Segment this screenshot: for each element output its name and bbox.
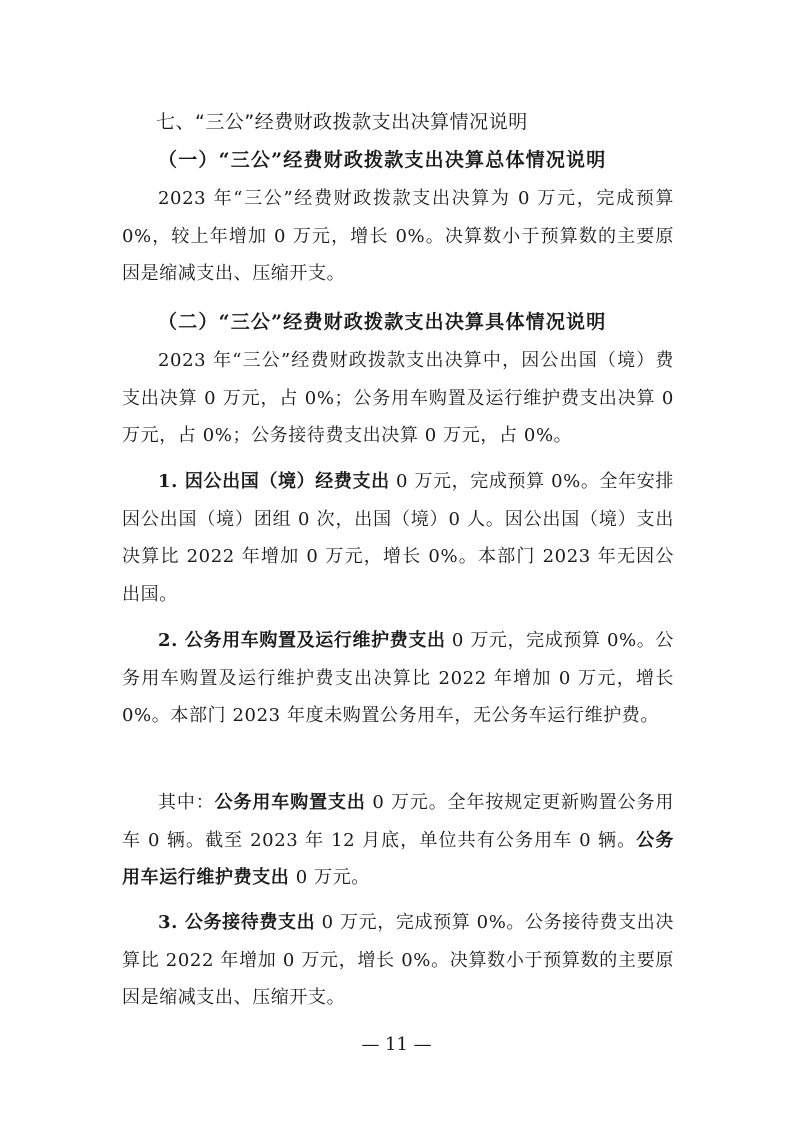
detail-purchase-label: 公务用车购置支出 xyxy=(214,792,366,813)
part1-title: （一）“三公”经费财政拨款支出决算总体情况说明 xyxy=(158,149,607,171)
section-heading: 七、“三公”经费财政拨款支出决算情况说明 xyxy=(156,111,528,133)
detail-purchase-text: 0 万元。全年按规定更新购置公务用车 0 辆。截至 2023 年 12 月底，单位共有公务用车 0 辆。 xyxy=(122,792,674,851)
item2-text: 0 万元，完成预算 0%。公务用车购置及运行维护费支出决算比 2022 年增加 0 万元，增长 0%。本部门 2023 年度未购置公务用车，无公务车运行维护费。 xyxy=(122,630,674,727)
item1-text: 0 万元，完成预算 0%。全年安排因公出国（境）团组 0 次，出国（境）0 人。因公出国（境）支出决算比 2022 年增加 0 万元，增长 0%。本部门 2023 年无因公出国。 xyxy=(122,471,674,605)
part1-paragraph: 2023 年“三公”经费财政拨款支出决算为 0 万元，完成预算 0%，较上年增加 0 万元，增长 0%。决算数小于预算数的主要原因是缩减支出、压缩开支。 xyxy=(122,188,674,285)
item2-label: 2. 公务用车购置及运行维护费支出 xyxy=(158,630,446,651)
item3-label: 3. 公务接待费支出 xyxy=(158,912,316,933)
part2-paragraph: 2023 年“三公”经费财政拨款支出决算中，因公出国（境）费支出决算 0 万元，占 0%；公务用车购置及运行维护费支出决算 0 万元，占 0%；公务接待费支出决算 0 万元，占 0%。 xyxy=(122,350,674,447)
part2-title: （二）“三公”经费财政拨款支出决算具体情况说明 xyxy=(158,311,607,333)
detail-prefix: 其中： xyxy=(158,792,215,813)
item3-text: 0 万元，完成预算 0%。公务接待费支出决算比 2022 年增加 0 万元，增长 0%。决算数小于预算数的主要原因是缩减支出、压缩开支。 xyxy=(122,912,675,1009)
detail-paragraph xyxy=(122,784,674,897)
item3-paragraph xyxy=(122,904,674,1017)
detail-maintenance-text: 0 万元。 xyxy=(289,867,370,889)
page-number: — 11 — xyxy=(361,1034,432,1055)
detail-maintenance-label: 公务用车运行维护费支出 xyxy=(122,829,674,889)
item2-paragraph xyxy=(122,622,674,735)
item1-label: 1. 因公出国（境）经费支出 xyxy=(158,471,390,492)
item1-paragraph xyxy=(122,463,674,613)
